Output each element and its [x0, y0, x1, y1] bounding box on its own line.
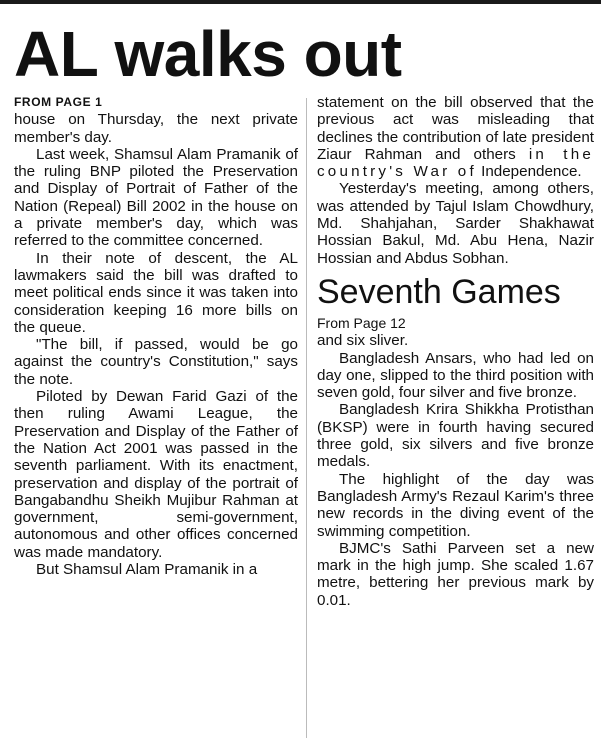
second-story-headline: Seventh Games	[317, 272, 561, 311]
continued-text-b: Independence.	[476, 163, 582, 181]
continued-text-a: statement on the bill observed that the previous act was misleading that declines the contribution of late president Ziaur Rahman and others	[317, 94, 594, 163]
right-continued-paragraph	[317, 94, 594, 180]
headline: AL walks out	[14, 18, 402, 90]
second-story-paragraph-1: and six sliver.	[317, 332, 409, 350]
column-divider	[306, 98, 307, 738]
left-paragraph-5: Piloted by Dewan Farid Gazi of the then ruling Awami League, the Preservation and Display of the Father of the Nation Act 2001 was passed in the seventh parliament. With its enactment, preservation and display of the portrait of Bangabandhu Sheikh Mujibur Rahman at government, semi-government, autonomous and other offices concerned was made mandatory.	[14, 388, 298, 561]
second-story-paragraph-4: The highlight of the day was Bangladesh Army's Rezaul Karim's three new records in the diving event of the swimming competition.	[317, 470, 594, 540]
second-story-paragraph-3: Bangladesh Krira Shikkha Protisthan (BKSP) were in fourth having secured three gold, six silvers and five bronze medals.	[317, 401, 594, 471]
left-column	[14, 94, 298, 578]
left-paragraph-6: But Shamsul Alam Pramanik in a	[36, 561, 258, 579]
right-paragraph-meeting: Yesterday's meeting, among others, was attended by Tajul Islam Chowdhury, Md. Shahjahan, Sarder Shakhawat Hossian Bakul, Md. Abu Hena, Nazir Hossian and Abdus Sobhan.	[317, 180, 594, 267]
right-column	[317, 94, 594, 609]
left-paragraph-4: "The bill, if passed, would be go against the country's Constitution," says the note.	[14, 336, 298, 388]
left-paragraph-3: In their note of descent, the AL lawmakers said the bill was drafted to meet political ends since it was taken into consideration keeping 16 more bills on the queue.	[14, 249, 298, 336]
left-paragraph-2: Last week, Shamsul Alam Pramanik of the ruling BNP piloted the Preservation and Display of Portrait of Father of the Nation (Repeal) Bill 2002 in the house on a private member's day, which was referred to the committee concerned.	[14, 145, 298, 250]
second-story-paragraph-5: BJMC's Sathi Parveen set a new mark in the high jump. She scaled 1.67 metre, bettering her previous mark by 0.01.	[317, 539, 594, 609]
top-rule	[0, 0, 601, 4]
continued-text-spaced: in the country's War of	[317, 145, 595, 181]
second-story-from-page: From Page 12	[317, 314, 406, 331]
second-story-paragraph-2: Bangladesh Ansars, who had led on day one, slipped to the third position with seven gold, four silver and five bronze.	[317, 349, 594, 402]
left-paragraph-1: house on Thursday, the next private member's day.	[14, 111, 298, 146]
from-page-label: FROM PAGE 1	[14, 95, 103, 109]
